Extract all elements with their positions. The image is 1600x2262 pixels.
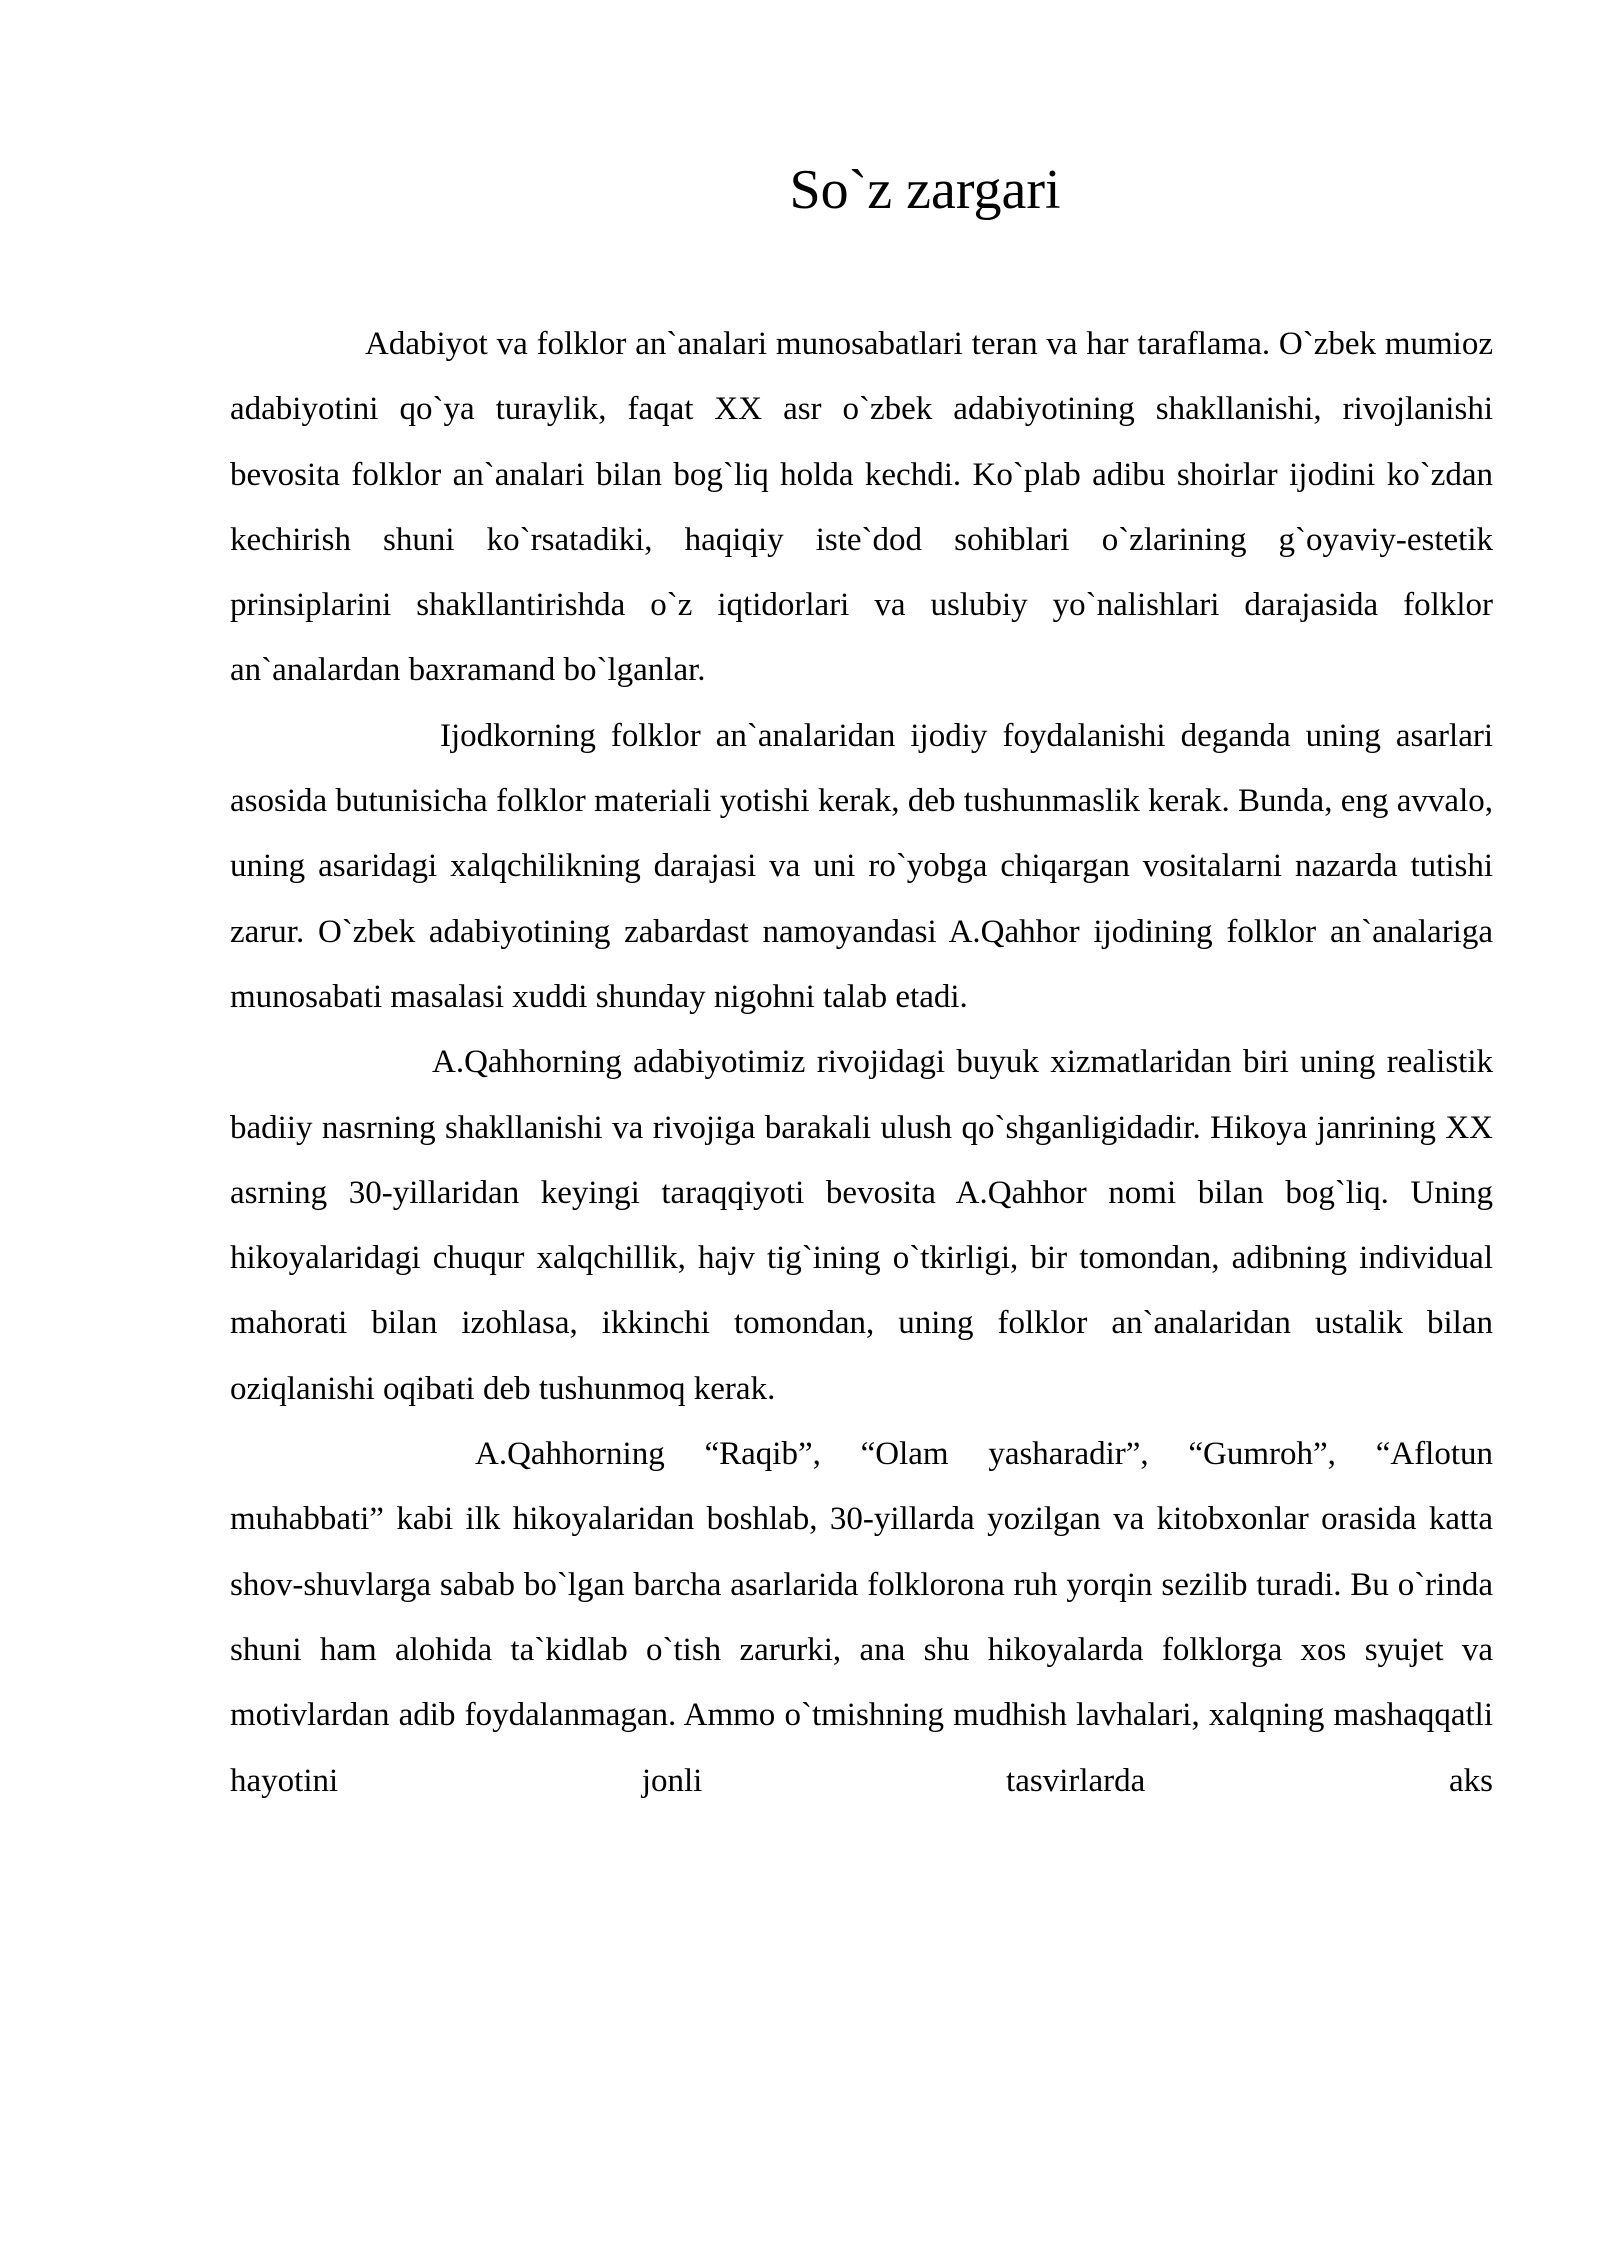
document-body bbox=[230, 312, 1493, 1814]
paragraph-3: A.Qahhorning adabiyotimiz rivojidagi buyuk xizmatlaridan biri uning realistik badiiy nasrning shakllanishi va rivojiga barakali ulush qo`shganligidadir. Hikoya janrining XX asrning 30-yillaridan keyingi taraqqiyoti bevosita A.Qahhor nomi bilan bog`liq. Uning hikoyalaridagi chuqur xalqchillik, hajv tig`ining o`tkirligi, bir tomondan, adibning individual mahorati bilan izohlasa, ikkinchi tomondan, uning folklor an`analaridan ustalik bilan oziqlanishi oqibati deb tushunmoq kerak. bbox=[230, 1044, 1493, 1407]
paragraph-2: Ijodkorning folklor an`analaridan ijodiy foydalanishi deganda uning asarlari asosida butunisicha folklor materiali yotishi kerak, deb tushunmaslik kerak. Bunda, eng avvalo, uning asaridagi xalqchilikning darajasi va uni ro`yobga chiqargan vositalarni nazarda tutishi zarur. O`zbek adabiyotining zabardast namoyandasi A.Qahhor ijodining folklor an`analariga munosabati masalasi xuddi shunday nigohni talab etadi. bbox=[230, 717, 1493, 1015]
document-title: So`z zargari bbox=[789, 159, 1061, 221]
paragraph-1: Adabiyot va folklor an`analari munosabatlari teran va har taraflama. O`zbek mumioz adabiyotini qo`ya turaylik, faqat XX asr o`zbek adabiyotining shakllanishi, rivojlanishi bevosita folklor an`analari bilan bog`liq holda kechdi. Ko`plab adibu shoirlar ijodini ko`zdan kechirish shuni ko`rsatadiki, haqiqiy iste`dod sohiblari o`zlarining g`oyaviy-estetik prinsiplarini shakllantirishda o`z iqtidorlari va uslubiy yo`nalishlari darajasida folklor an`analardan baxramand bo`lganlar. bbox=[230, 326, 1493, 689]
paragraph-4: A.Qahhorning “Raqib”, “Olam yasharadir”, “Gumroh”, “Aflotun muhabbati” kabi ilk hikoyalaridan boshlab, 30-yillarda yozilgan va kitobxonlar orasida katta shov-shuvlarga sabab bo`lgan barcha asarlarida folklorona ruh yorqin sezilib turadi. Bu o`rinda shuni ham alohida ta`kidlab o`tish zarurki, ana shu hikoyalarda folklorga xos syujet va motivlardan adib foydalanmagan. Ammo o`tmishning mudhish lavhalari, xalqning mashaqqatli hayotini jonli tasvirlarda aks bbox=[230, 1436, 1493, 1799]
